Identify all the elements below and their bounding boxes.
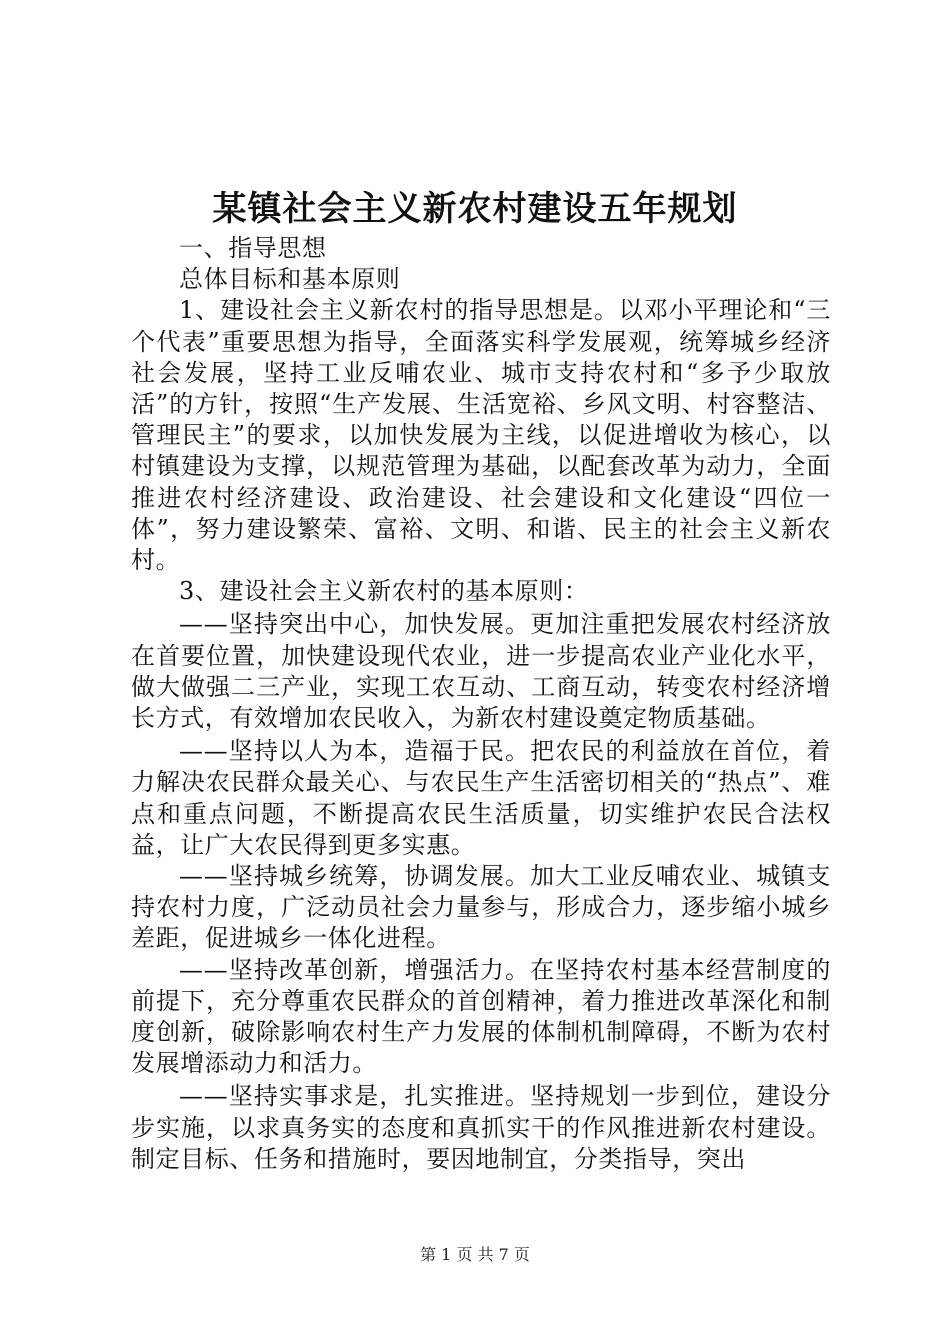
paragraph-principle-3: ——坚持城乡统筹，协调发展。加大工业反哺农业、城镇支持农村力度，广泛动员社会力量参与，形成合力，逐步缩小城乡差距，促进城乡一体化进程。 [131,862,831,953]
paragraph-principles-intro: 3、建设社会主义新农村的基本原则： [179,577,589,606]
paragraph-principle-1: ——坚持突出中心，加快发展。更加注重把发展农村经济放在首要位置，加快建设现代农业，进一步提高农业产业化水平，做大做强二三产业，实现工农互动、工商互动，转变农村经济增长方式，有效增加农民收入，为新农村建设奠定物质基础。 [131,610,831,733]
subheading-goals-principles: 总体目标和基本原则 [179,265,401,294]
document-body [131,233,831,1175]
page-number-footer: 第 1 页 共 7 页 [420,1245,530,1264]
paragraph-principle-4: ——坚持改革创新，增强活力。在坚持农村基本经营制度的前提下，充分尊重农民群众的首创精神，着力推进改革深化和制度创新，破除影响农村生产力发展的体制机制障碍，不断为农村发展增添动力和活力。 [131,955,831,1078]
document-title: 某镇社会主义新农村建设五年规划 [212,189,738,229]
paragraph-principle-5: ——坚持实事求是，扎实推进。坚持规划一步到位，建设分步实施，以求真务实的态度和真抓实干的作风推进新农村建设。制定目标、任务和措施时，要因地制宜，分类指导，突出 [131,1082,831,1173]
heading-guiding-thought: 一、指导思想 [179,234,327,262]
paragraph-principle-2: ——坚持以人为本，造福于民。把农民的利益放在首位，着力解决农民群众最关心、与农民生产生活密切相关的“热点”、难点和重点问题，不断提高农民生活质量，切实维护农民合法权益，让广大农民得到更多实惠。 [131,737,831,859]
paragraph-guiding-thought: 1、建设社会主义新农村的指导思想是。以邓小平理论和“三个代表”重要思想为指导，全面落实科学发展观，统筹城乡经济社会发展，坚持工业反哺农业、城市支持农村和“多予少取放活”的方针，按照“生产发展、生活宽裕、乡风文明、村容整洁、管理民主”的要求，以加快发展为主线，以促进增收为核心，以村镇建设为支撑，以规范管理为基础，以配套改革为动力，全面推进农村经济建设、政治建设、社会建设和文化建设“四位一体”，努力建设繁荣、富裕、文明、和谐、民主的社会主义新农村。 [131,296,831,575]
